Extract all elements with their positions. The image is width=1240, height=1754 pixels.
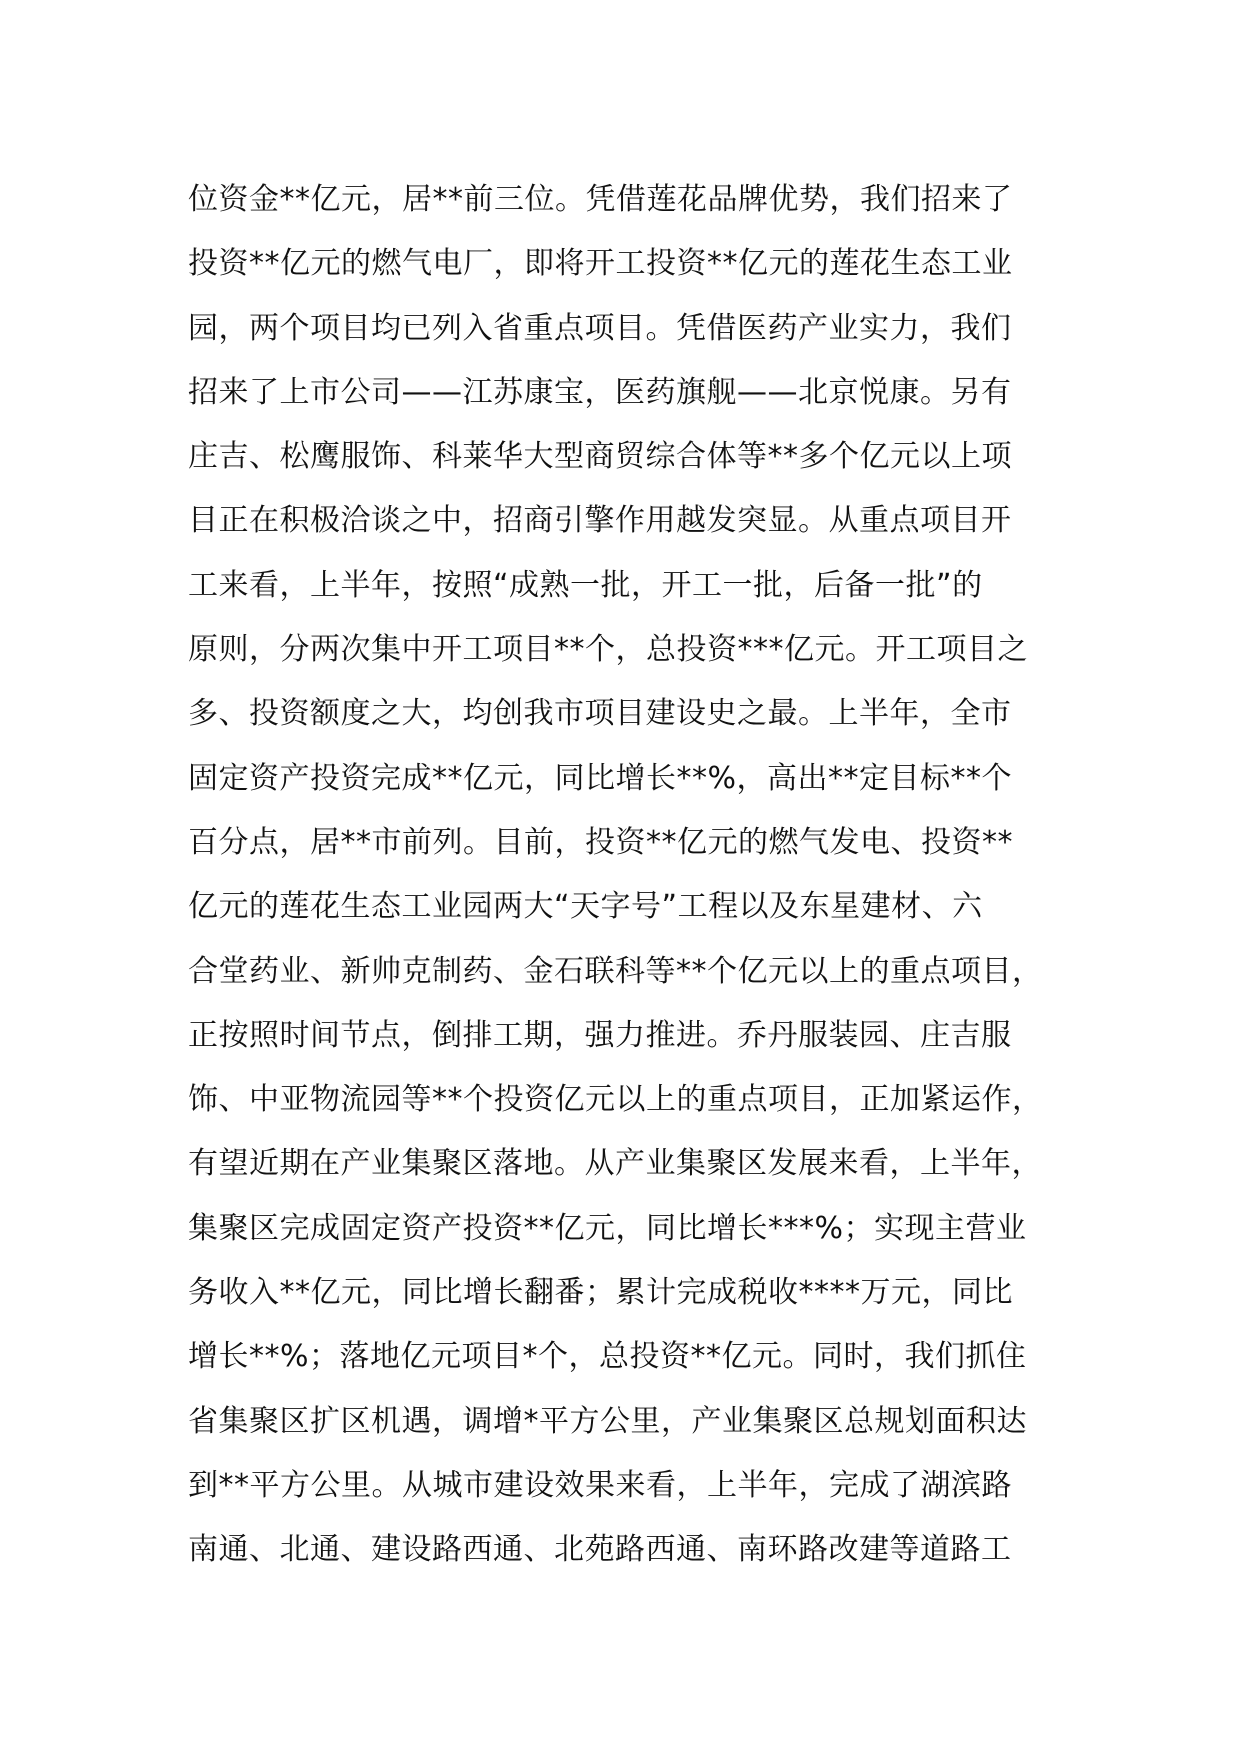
text-line: 到**平方公里。从城市建设效果来看，上半年，完成了湖滨路 <box>188 1467 1012 1503</box>
text-line: 庄吉、松鹰服饰、科莱华大型商贸综合体等**多个亿元以上项 <box>188 439 1012 475</box>
text-line: 固定资产投资完成**亿元，同比增长**%，高出**定目标**个 <box>188 760 1013 796</box>
text-line: 园，两个项目均已列入省重点项目。凭借医药产业实力，我们 <box>188 310 1012 346</box>
text-line: 省集聚区扩区机遇，调增*平方公里，产业集聚区总规划面积达 <box>188 1403 1027 1439</box>
text-line: 集聚区完成固定资产投资**亿元，同比增长***%；实现主营业 <box>188 1210 1027 1246</box>
text-line: 百分点，居**市前列。目前，投资**亿元的燃气发电、投资** <box>188 824 1013 860</box>
text-line: 工来看，上半年，按照“成熟一批，开工一批，后备一批”的 <box>188 567 983 603</box>
text-line: 南通、北通、建设路西通、北苑路西通、南环路改建等道路工 <box>188 1532 1012 1568</box>
text-line: 正按照时间节点，倒排工期，强力推进。乔丹服装园、庄吉服 <box>188 1017 1012 1053</box>
text-line: 务收入**亿元，同比增长翻番；累计完成税收****万元，同比 <box>188 1275 1013 1311</box>
text-line: 目正在积极洽谈之中，招商引擎作用越发突显。从重点项目开 <box>188 503 1012 539</box>
text-line: 亿元的莲花生态工业园两大“天字号”工程以及东星建材、六 <box>188 889 983 925</box>
text-line: 多、投资额度之大，均创我市项目建设史之最。上半年，全市 <box>188 696 1012 732</box>
text-line: 招来了上市公司——江苏康宝，医药旗舰——北京悦康。另有 <box>188 374 1012 410</box>
text-line: 投资**亿元的燃气电厂，即将开工投资**亿元的莲花生态工业 <box>188 246 1013 282</box>
text-line: 增长**%；落地亿元项目*个，总投资**亿元。同时，我们抓住 <box>188 1339 1027 1375</box>
text-line: 有望近期在产业集聚区落地。从产业集聚区发展来看，上半年， <box>188 1146 1042 1182</box>
body-text <box>188 168 1088 1583</box>
text-line: 原则，分两次集中开工项目**个，总投资***亿元。开工项目之 <box>188 632 1028 668</box>
text-line: 合堂药业、新帅克制药、金石联科等**个亿元以上的重点项目， <box>188 953 1043 989</box>
text-line: 位资金**亿元，居**前三位。凭借莲花品牌优势，我们招来了 <box>188 182 1013 217</box>
text-line: 饰、中亚物流园等**个投资亿元以上的重点项目，正加紧运作， <box>188 1082 1043 1118</box>
